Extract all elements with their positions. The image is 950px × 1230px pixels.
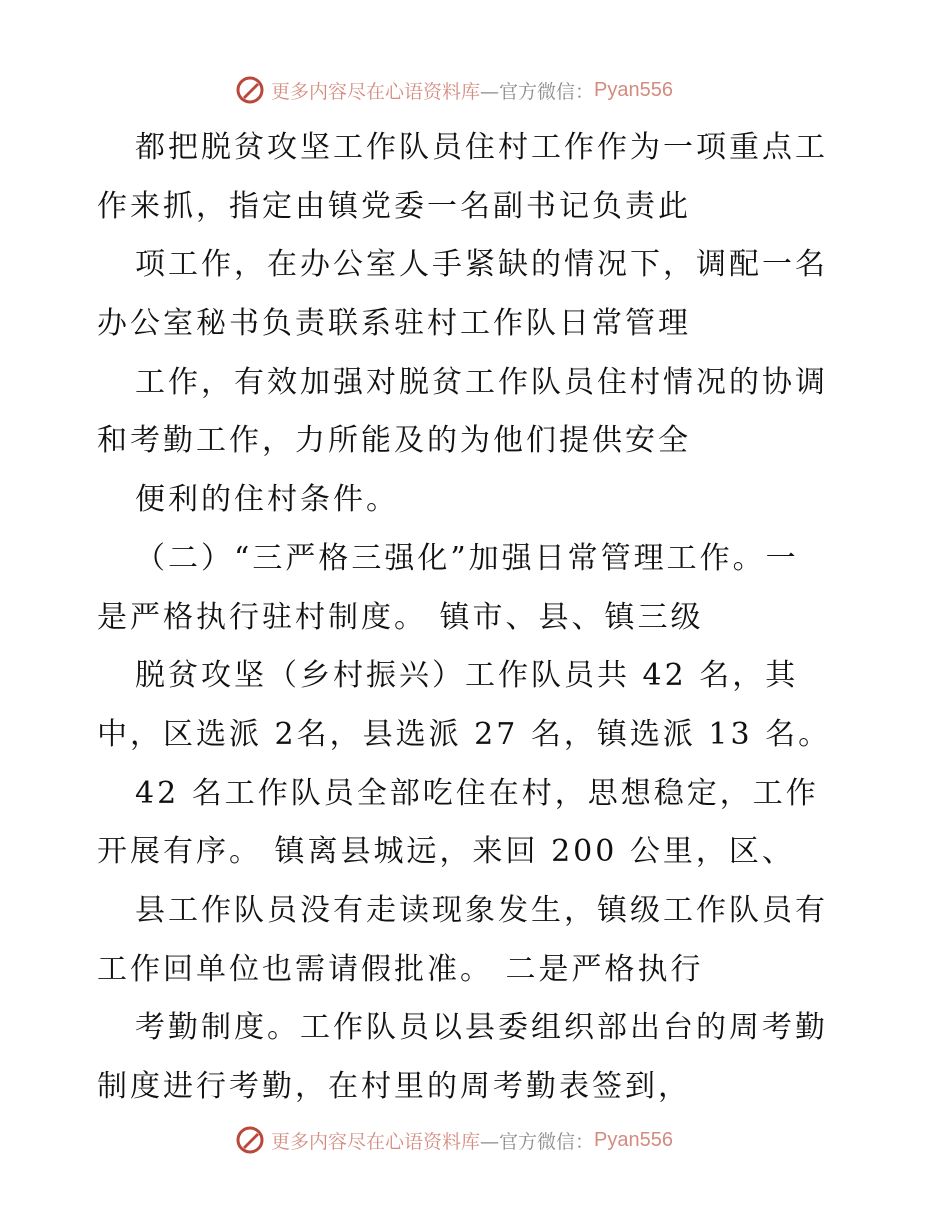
text-line: 42 名工作队员全部吃住在村，思想稳定，工作 [135,775,819,811]
header-watermark [235,72,673,108]
text-line: 工作，有效加强对脱贫工作队员住村情况的协调 [135,364,828,400]
text-line: 工作回单位也需请假批准。 二是严格执行 [97,951,704,987]
text-line: 开展有序。 镇离县城远，来回 200 公里，区、 [97,834,795,870]
watermark-separator: —官方微信： [480,80,595,103]
watermark-separator: —官方微信： [480,1130,595,1153]
pen-logo-icon [235,1125,265,1155]
text-line: 和考勤工作，力所能及的为他们提供安全 [97,423,691,459]
text-line: 县工作队员没有走读现象发生，镇级工作队员有 [135,892,828,928]
text-line: 是严格执行驻村制度。 镇市、县、镇三级 [97,599,704,635]
footer-watermark [235,1122,673,1158]
text-line: 作来抓，指定由镇党委一名副书记负责此 [97,188,691,224]
text-line: （二）“三严格三强化”加强日常管理工作。一 [135,540,799,576]
watermark-id: Pyan556 [594,78,673,101]
text-line: 脱贫攻坚（乡村振兴）工作队员共 42 名，其 [135,658,799,694]
text-line: 项工作，在办公室人手紧缺的情况下，调配一名 [135,247,828,283]
text-line: 中，区选派 2名，县选派 27 名，镇选派 13 名。 [97,716,832,752]
watermark-id: Pyan556 [594,1128,673,1151]
watermark-main-text: 更多内容尽在心语资料库 [271,80,481,103]
text-line: 办公室秘书负责联系驻村工作队日常管理 [97,306,691,342]
pen-logo-icon [235,75,265,105]
text-line: 制度进行考勤，在村里的周考勤表签到， [97,1069,691,1104]
text-line: 便利的住村条件。 [135,482,399,518]
body-text [97,119,867,1117]
text-line: 都把脱贫攻坚工作队员住村工作作为一项重点工 [135,130,828,165]
watermark-main-text: 更多内容尽在心语资料库 [271,1130,481,1153]
text-line: 考勤制度。工作队员以县委组织部出台的周考勤 [135,1010,828,1046]
